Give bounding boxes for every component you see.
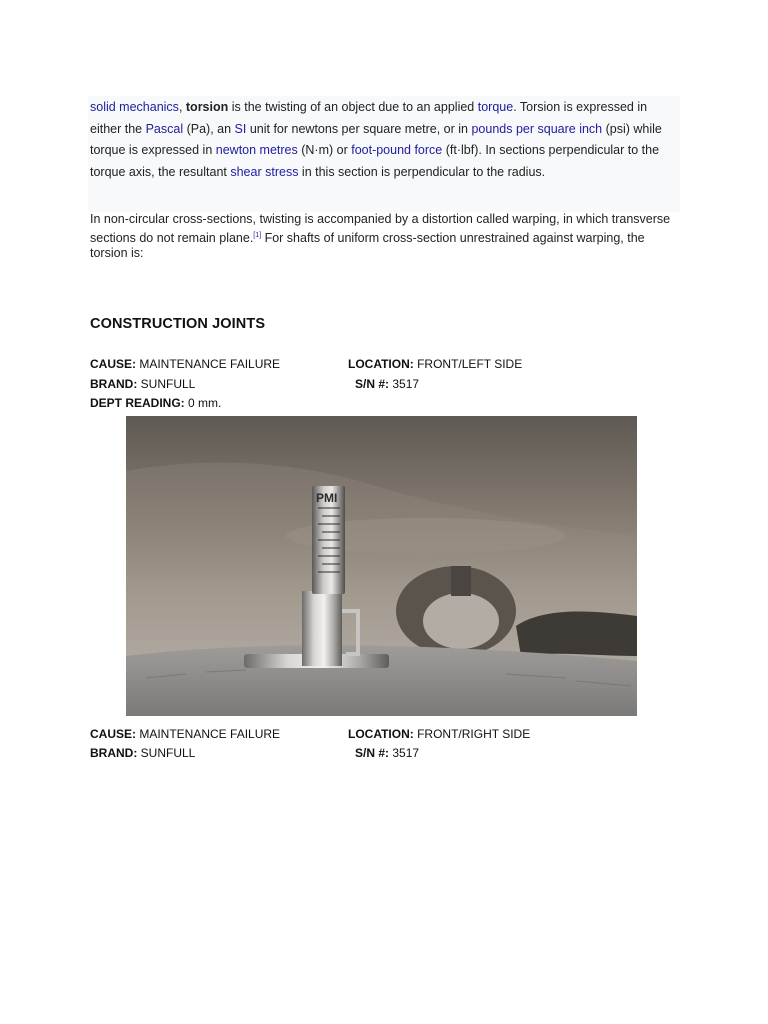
gauge-body [302, 591, 342, 666]
serial-field-1 [355, 377, 419, 391]
link-shear-stress[interactable]: shear stress [230, 164, 299, 179]
wiki-text: unit for newtons per square metre, or in [246, 121, 472, 136]
location-value: FRONT/LEFT SIDE [413, 357, 523, 371]
section-title: CONSTRUCTION JOINTS [90, 316, 266, 332]
cause-field-2 [90, 727, 280, 741]
link-pounds-per-square-inch[interactable]: pounds per square inch [471, 121, 603, 136]
serial-field-2 [355, 746, 419, 760]
brand-value: SUNFULL [137, 746, 196, 760]
gauge-logo: PMI [316, 491, 338, 505]
wiki-excerpt-block [88, 96, 680, 212]
depth-field-1 [90, 396, 221, 410]
wiki-text: (Pa), an [183, 121, 235, 136]
wiki-text: (psi) while torque is expressed in [90, 121, 662, 158]
link-torque[interactable]: torque [477, 100, 514, 114]
shock-mount [516, 612, 637, 656]
wiki-text: is the twisting of an object due to an applied [228, 100, 478, 114]
serial-label: S/N #: [355, 377, 390, 391]
link-newton-metres[interactable]: newton metres [215, 143, 298, 158]
paragraph-text: In non-circular cross-sections, twisting is accompanied by a distortion called warping, in which transverse sections do not remain plane. [90, 212, 671, 245]
brand-label: BRAND: [90, 746, 138, 760]
wiki-text: (N·m) or [297, 143, 352, 158]
warping-paragraph [90, 212, 680, 262]
brand-value: SUNFULL [137, 377, 196, 391]
term-torsion: torsion [185, 100, 229, 114]
tread-depth-gauge-photo [126, 416, 637, 716]
reference-link[interactable]: [1] [253, 231, 262, 239]
depth-label: DEPT READING: [90, 396, 185, 410]
location-value: FRONT/RIGHT SIDE [413, 727, 531, 741]
cause-label: CAUSE: [90, 727, 137, 741]
brand-label: BRAND: [90, 377, 138, 391]
brand-field-2 [90, 746, 195, 760]
cause-value: MAINTENANCE FAILURE [136, 727, 281, 741]
link-solid-mechanics[interactable]: solid mechanics [90, 100, 179, 114]
wiki-text: in this section is perpendicular to the radius. [298, 164, 546, 179]
location-field-1 [348, 357, 522, 371]
link-pascal[interactable]: Pascal [145, 121, 184, 136]
serial-value: 3517 [389, 377, 420, 391]
serial-label: S/N #: [355, 746, 390, 760]
wiki-text: . Torsion is expressed in either the [90, 100, 648, 136]
brand-field-1 [90, 377, 195, 391]
paragraph-text: For shafts of uniform cross-section unrestrained against warping, the torsion is: [90, 230, 645, 261]
cause-field-1 [90, 357, 280, 371]
cause-label: CAUSE: [90, 357, 137, 371]
link-foot-pound-force[interactable]: foot-pound force [351, 143, 443, 158]
wiki-text: (ft·lbf). In sections perpendicular to the torque axis, the resultant [90, 143, 660, 179]
location-label: LOCATION: [348, 357, 414, 371]
link-si[interactable]: SI [234, 121, 247, 136]
wiki-text: , [178, 100, 186, 114]
serial-value: 3517 [389, 746, 420, 760]
cause-value: MAINTENANCE FAILURE [136, 357, 281, 371]
depth-value: 0 mm. [184, 396, 222, 410]
location-field-2 [348, 727, 530, 741]
location-label: LOCATION: [348, 727, 414, 741]
